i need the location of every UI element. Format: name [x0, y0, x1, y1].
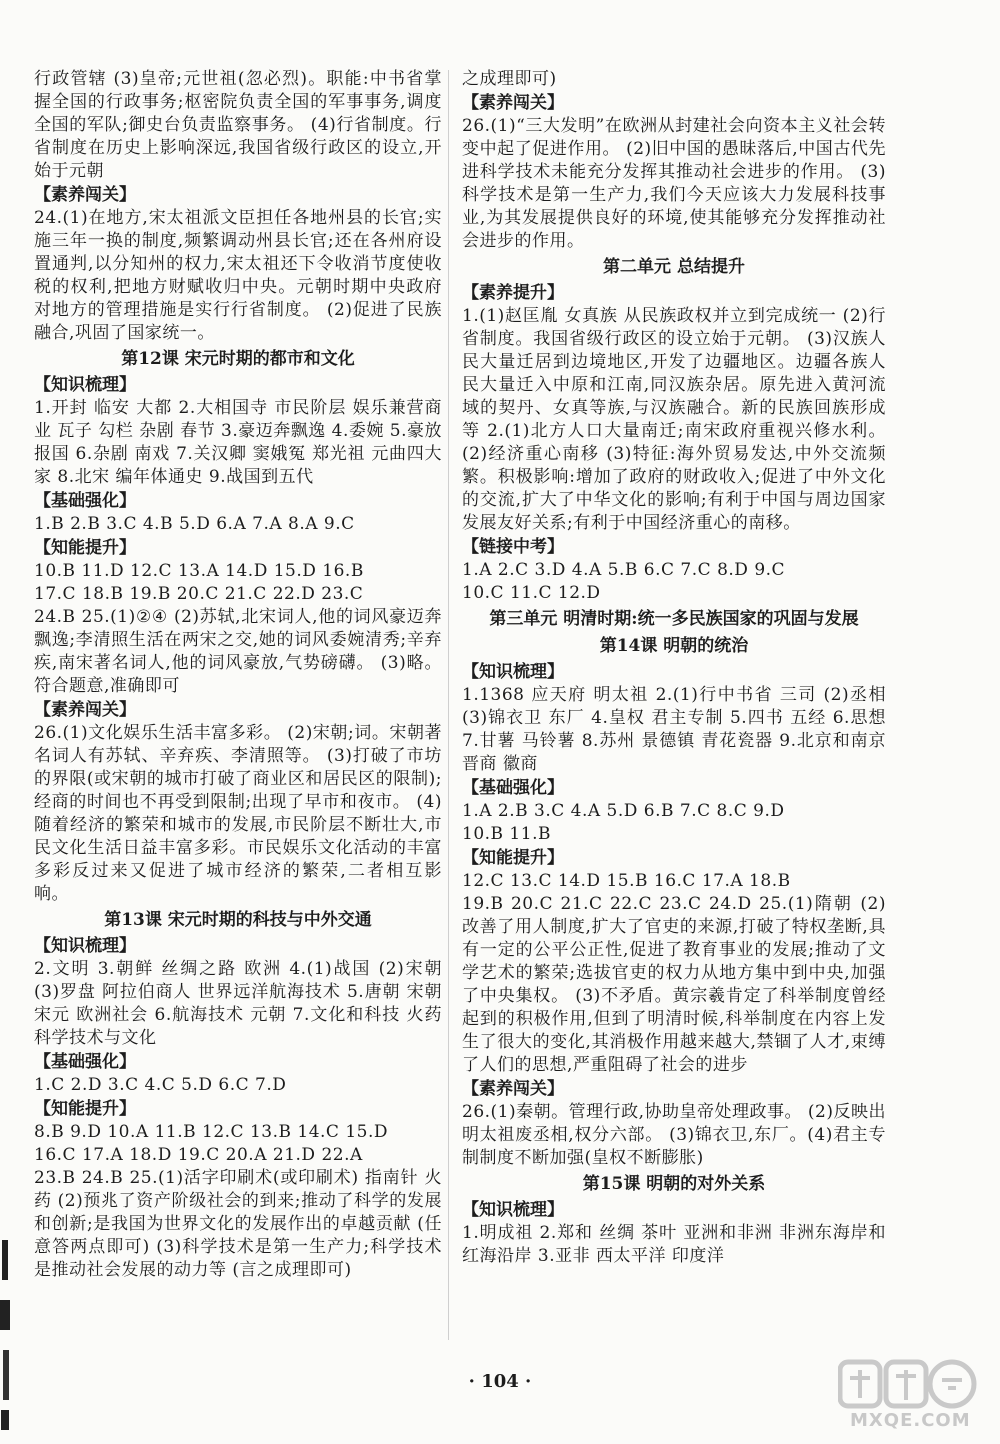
- section-heading: 【知识梳理】: [462, 1200, 564, 1220]
- lesson-title: 第15课 明朝的对外关系: [582, 1174, 766, 1194]
- scan-edge-artifact: [0, 1240, 14, 1444]
- right-column: [462, 68, 886, 1268]
- left-column: [34, 68, 442, 1282]
- section-heading: 【素养闯关】: [34, 700, 136, 720]
- section-heading: 【基础强化】: [34, 1052, 136, 1072]
- answer-paragraph: 1.A 2.C 3.D 4.A 5.B 6.C 7.C 8.D 9.C: [462, 560, 786, 580]
- column-divider: [448, 70, 449, 1340]
- answer-paragraph: 1.A 2.B 3.C 4.A 5.D 6.B 7.C 8.C 9.D: [462, 801, 785, 821]
- section-heading: 【基础强化】: [462, 778, 564, 798]
- answer-paragraph: 之成理即可): [462, 69, 557, 89]
- answer-paragraph: 1.B 2.B 3.C 4.B 5.D 6.A 7.A 8.A 9.C: [34, 514, 355, 534]
- answer-paragraph: 8.B 9.D 10.A 11.B 12.C 13.B 14.C 15.D: [34, 1122, 389, 1142]
- section-heading: 【知识梳理】: [34, 936, 136, 956]
- lesson-title: 第二单元 总结提升: [603, 257, 745, 277]
- page-number: · 104 ·: [468, 1371, 532, 1392]
- answer-paragraph: 26.(1)文化娱乐生活丰富多彩。 (2)宋朝;词。宋朝著名词人有苏轼、辛弃疾、李清照等。 (3)打破了市坊的界限(或宋朝的城市打破了商业区和居民区的限制);经商的时间也不再受到限制;出现了早市和夜市。 (4)随着经济的繁荣和城市的发展,市民阶层不断壮大,市民文化生活日益丰富多彩。市民娱乐文化活动的丰富多彩反过来又促进了城市经济的繁荣,二者相互影响。: [34, 723, 442, 904]
- answer-paragraph: 行政管辖 (3)皇帝;元世祖(忽必烈)。职能:中书省掌握全国的行政事务;枢密院负责全国的军事事务,调度全国的军队;御史台负责监察事务。 (4)行省制度。行省制度在历史上影响深远,我国省级行政区的设立,开始于元朝: [34, 69, 442, 181]
- section-heading: 【知能提升】: [462, 848, 564, 868]
- lesson-title: 第三单元 明清时期:统一多民族国家的巩固与发展: [489, 609, 859, 629]
- answer-paragraph: 26.(1)“三大发明”在欧洲从封建社会向资本主义社会转变中起了促进作用。 (2)旧中国的愚昧落后,中国古代先进科学技术未能充分发挥其推动社会进步的作用。 (3)科学技术是第一生产力,我们今天应该大力发展科技事业,为其发展提供良好的环境,使其能够充分发挥推动社会进步的作用。: [462, 116, 886, 251]
- answer-paragraph: 10.B 11.B: [462, 824, 551, 844]
- section-heading: 【素养闯关】: [34, 185, 136, 205]
- section-heading: 【素养闯关】: [462, 93, 564, 113]
- section-heading: 【基础强化】: [34, 491, 136, 511]
- section-heading: 【链接中考】: [462, 537, 564, 557]
- section-heading: 【知能提升】: [34, 1099, 136, 1119]
- answer-paragraph: 10.C 11.C 12.D: [462, 583, 601, 603]
- answer-paragraph: 12.C 13.C 14.D 15.B 16.C 17.A 18.B: [462, 871, 791, 891]
- answer-paragraph: 1.明成祖 2.郑和 丝绸 茶叶 亚洲和非洲 非洲东海岸和红海沿岸 3.亚非 西太平洋 印度洋: [462, 1223, 886, 1266]
- answer-paragraph: 16.C 17.A 18.D 19.C 20.A 21.D 22.A: [34, 1145, 363, 1165]
- answer-paragraph: 1.1368 应天府 明太祖 2.(1)行中书省 三司 (2)丞相 (3)锦衣卫 东厂 4.皇权 君主专制 5.四书 五经 6.思想 7.甘薯 马铃薯 8.苏州 景德镇 青花瓷器 9.北京和南京 晋商 徽商: [462, 685, 886, 774]
- answer-paragraph: 24.B 25.(1)②④ (2)苏轼,北宋词人,他的词风豪迈奔飘逸;李清照生活在两宋之交,她的词风委婉清秀;辛弃疾,南宋著名词人,他的词风豪放,气势磅礴。 (3)略。符合题意,准确即可: [34, 607, 442, 696]
- lesson-title: 第12课 宋元时期的都市和文化: [121, 349, 355, 369]
- answer-paragraph: 23.B 24.B 25.(1)活字印刷术(或印刷术) 指南针 火药 (2)预兆了资产阶级社会的到来;推动了科学的发展和创新;是我国为世界文化的发展作出的卓越贡献 (任意答两点即可) (3)科学技术是第一生产力;科学技术是推动社会发展的动力等 (言之成理即可): [34, 1168, 442, 1280]
- watermark-url: MXQE.COM: [850, 1410, 971, 1431]
- answer-paragraph: 24.(1)在地方,宋太祖派文臣担任各地州县的长官;实施三年一换的制度,频繁调动州县长官;还在各州府设置通判,以分知州的权力,宋太祖还下令收消节度使收税的权利,把地方财赋收归中央。元朝时期中央政府对地方的管理措施是实行行省制度。 (2)促进了民族融合,巩固了国家统一。: [34, 208, 442, 343]
- answer-paragraph: 1.开封 临安 大都 2.大相国寺 市民阶层 娱乐兼营商业 瓦子 勾栏 杂剧 春节 3.豪迈奔飘逸 4.委婉 5.豪放 报国 6.杂剧 南戏 7.关汉卿 窦娥冤 郑光祖 元曲四大家 8.北宋 编年体通史 9.战国到五代: [34, 398, 442, 487]
- section-heading: 【知能提升】: [34, 538, 136, 558]
- answer-paragraph: 2.文明 3.朝鲜 丝绸之路 欧洲 4.(1)战国 (2)宋朝 (3)罗盘 阿拉伯商人 世界远洋航海技术 5.唐朝 宋朝 宋元 欧洲社会 6.航海技术 元朝 7.文化和科技 火药 科学技术与文化: [34, 959, 442, 1048]
- lesson-title: 第13课 宋元时期的科技与中外交通: [104, 910, 372, 930]
- answer-paragraph: 17.C 18.B 19.B 20.C 21.C 22.D 23.C: [34, 584, 364, 604]
- section-heading: 【知识梳理】: [462, 662, 564, 682]
- lesson-title: 第14课 明朝的统治: [599, 636, 749, 656]
- section-heading: 【知识梳理】: [34, 375, 136, 395]
- answer-paragraph: 19.B 20.C 21.C 22.C 23.C 24.D 25.(1)隋朝 (2)改善了用人制度,扩大了官吏的来源,打破了特权垄断,具有一定的公平公正性,促进了教育事业的发展;推动了文学艺术的繁荣;选拔官吏的权力从地方集中到中央,加强了中央集权。 (3)不矛盾。黄宗羲肯定了科举制度曾经起到的积极作用,但到了明清时候,科举制度在内容上发生了很大的变化,其消极作用越来越大,禁锢了人才,束缚了人们的思想,严重阻碍了社会的进步: [462, 894, 886, 1075]
- answer-paragraph: 10.B 11.D 12.C 13.A 14.D 15.D 16.B: [34, 561, 364, 581]
- answer-paragraph: 1.C 2.D 3.C 4.C 5.D 6.C 7.D: [34, 1075, 287, 1095]
- section-heading: 【素养闯关】: [462, 1079, 564, 1099]
- section-heading: 【素养提升】: [462, 283, 564, 303]
- answer-paragraph: 1.(1)赵匡胤 女真族 从民族政权并立到完成统一 (2)行省制度。我国省级行政区的设立始于元朝。 (3)汉族人民大量迁居到边境地区,开发了边疆地区。边疆各族人民大量迁入中原和江南,同汉族杂居。原先进入黄河流域的契丹、女真等族,与汉族融合。新的民族回族形成等 2.(1)北方人口大量南迁;南宋政府重视兴修水利。 (2)经济重心南移 (3)特征:海外贸易发达,中外交流频繁。积极影响:增加了政府的财政收入;促进了中外文化的交流,扩大了中华文化的影响;有利于中国与周边国家发展友好关系;有利于中国经济重心的南移。: [462, 306, 886, 533]
- answer-paragraph: 26.(1)秦朝。管理行政,协助皇帝处理政事。 (2)反映出明太祖废丞相,权分六部。 (3)锦衣卫,东厂。(4)君主专制制度不断加强(皇权不断膨胀): [462, 1102, 887, 1168]
